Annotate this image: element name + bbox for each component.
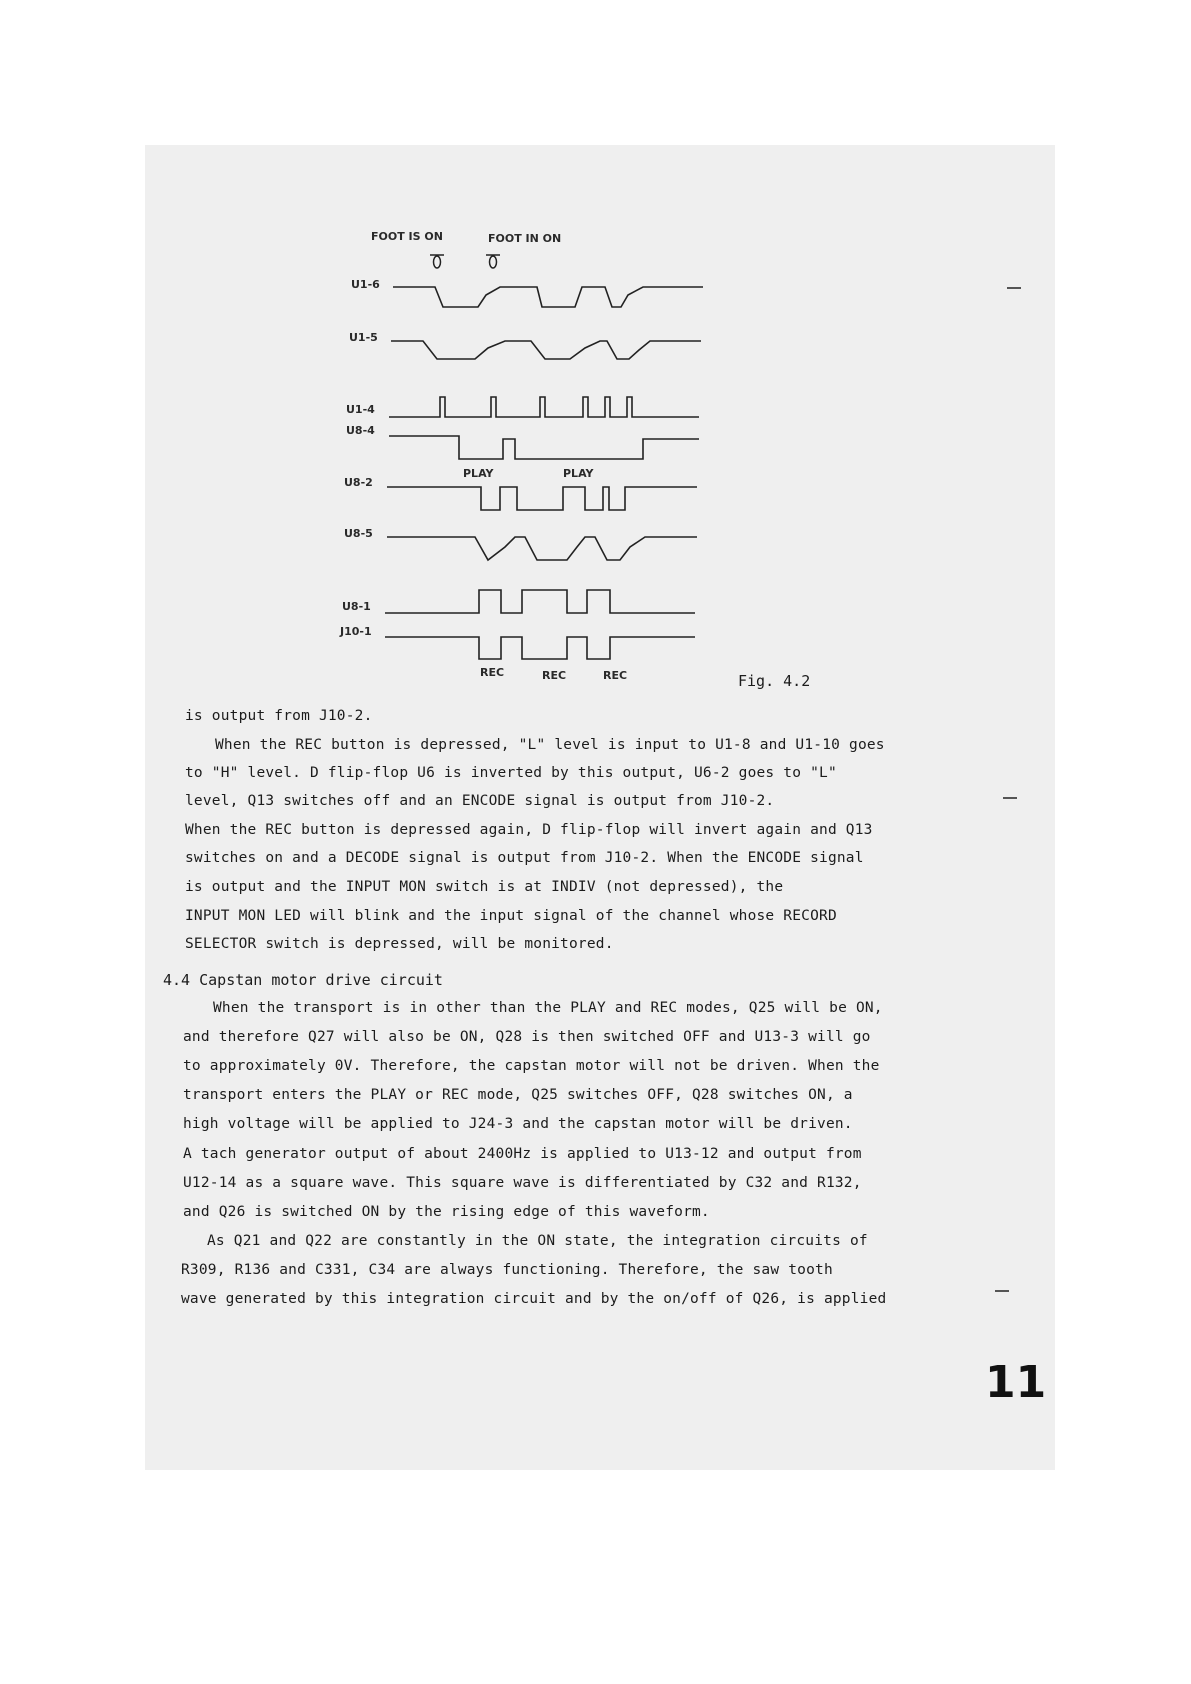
body-line: INPUT MON LED will blink and the input signal of the channel whose RECORD: [185, 908, 837, 924]
page-number: 11: [985, 1357, 1047, 1408]
body-line: switches on and a DECODE signal is output from J10-2. When the ENCODE signal: [185, 850, 864, 866]
signal-label: J10-1: [340, 625, 372, 638]
body-line: and therefore Q27 will also be ON, Q28 is then switched OFF and U13-3 will go: [183, 1029, 871, 1045]
body-line: to "H" level. D flip-flop U6 is inverted by this output, U6-2 goes to "L": [185, 765, 837, 781]
body-line: R309, R136 and C331, C34 are always functioning. Therefore, the saw tooth: [181, 1262, 833, 1278]
body-line: is output and the INPUT MON switch is at INDIV (not depressed), the: [185, 879, 784, 895]
signal-label: U8-2: [344, 476, 373, 489]
body-line: wave generated by this integration circuit and by the on/off of Q26, is applied: [181, 1291, 887, 1307]
body-line: U12-14 as a square wave. This square wave is differentiated by C32 and R132,: [183, 1175, 862, 1191]
scan-mark: [1007, 287, 1021, 289]
foot-switch-icon: [486, 255, 500, 268]
body-line: A tach generator output of about 2400Hz is applied to U13-12 and output from: [183, 1146, 862, 1162]
figure-caption: Fig. 4.2: [738, 672, 811, 690]
signal-label: U1-5: [349, 331, 378, 344]
signal-label: U8-5: [344, 527, 373, 540]
waveform-u1-6: [393, 287, 703, 307]
signal-label: U1-6: [351, 278, 380, 291]
body-line: SELECTOR switch is depressed, will be monitored.: [185, 936, 614, 952]
play-label: PLAY: [463, 467, 494, 480]
foot-switch-icon: [430, 255, 444, 268]
scan-mark: [1003, 797, 1017, 799]
rec-label: REC: [542, 669, 567, 682]
waveform-u8-5: [387, 537, 697, 560]
waveform-u8-1: [385, 590, 695, 613]
body-line: As Q21 and Q22 are constantly in the ON state, the integration circuits of: [207, 1233, 868, 1249]
waveform-u8-2: [387, 487, 697, 510]
label-foot-is-on: FOOT IS ON: [371, 230, 443, 243]
scan-mark: [995, 1290, 1009, 1292]
label-foot-in-on: FOOT IN ON: [488, 232, 562, 245]
body-line: high voltage will be applied to J24-3 and the capstan motor will be driven.: [183, 1116, 853, 1132]
document-page: [145, 145, 1055, 1470]
body-line: level, Q13 switches off and an ENCODE signal is output from J10-2.: [185, 793, 775, 809]
body-line: When the REC button is depressed, "L" level is input to U1-8 and U1-10 goes: [215, 737, 885, 753]
body-line: and Q26 is switched ON by the rising edge of this waveform.: [183, 1204, 710, 1220]
section-heading: 4.4 Capstan motor drive circuit: [163, 971, 443, 989]
rec-label: REC: [603, 669, 628, 682]
waveform-u8-4: [389, 436, 699, 459]
body-line: When the REC button is depressed again, D flip-flop will invert again and Q13: [185, 822, 873, 838]
body-line: When the transport is in other than the PLAY and REC modes, Q25 will be ON,: [213, 1000, 883, 1016]
signal-label: U8-1: [342, 600, 371, 613]
waveform-j10-1: [385, 637, 695, 659]
body-line: to approximately 0V. Therefore, the capstan motor will not be driven. When the: [183, 1058, 880, 1074]
rec-label: REC: [480, 666, 505, 679]
waveform-u1-5: [391, 341, 701, 359]
play-label: PLAY: [563, 467, 594, 480]
signal-label: U8-4: [346, 424, 375, 437]
waveform-u1-4: [389, 397, 699, 417]
timing-diagram: [145, 145, 1055, 685]
body-line: is output from J10-2.: [185, 708, 373, 724]
body-line: transport enters the PLAY or REC mode, Q25 switches OFF, Q28 switches ON, a: [183, 1087, 853, 1103]
signal-label: U1-4: [346, 403, 375, 416]
